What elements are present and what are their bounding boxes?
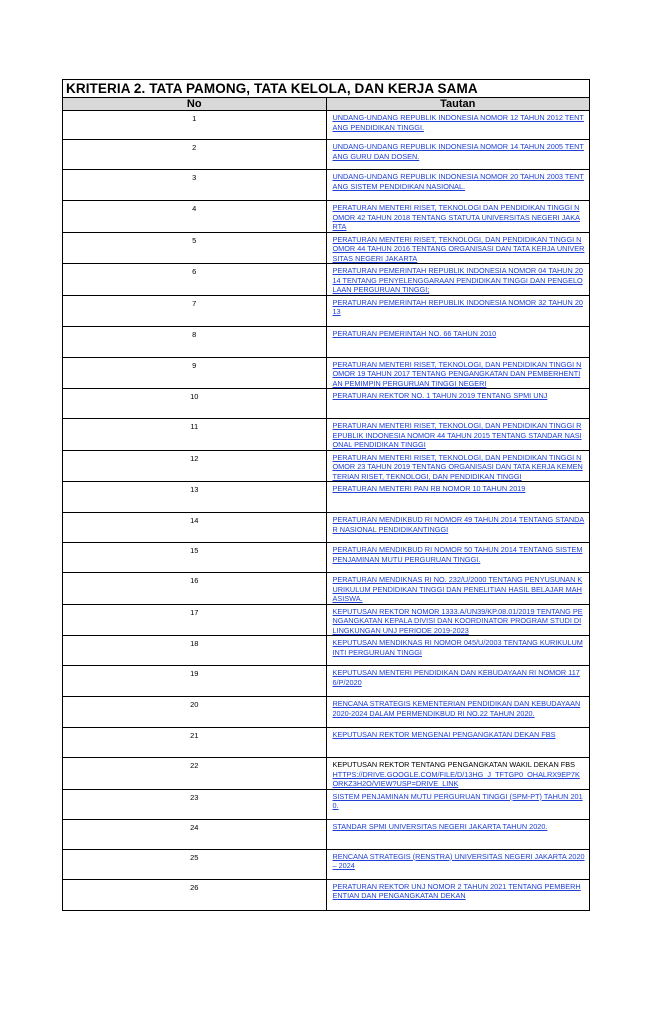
document-link[interactable]: KEPUTUSAN MENTERI PENDIDIKAN DAN KEBUDAYAAN RI NOMOR 1176/P/2020 [332,668,580,687]
link-cell [326,849,590,879]
row-number: 26 [63,879,327,910]
table-row [63,879,590,910]
row-number: 9 [63,357,327,389]
table-row [63,543,590,573]
row-number: 18 [63,636,327,666]
link-cell [326,140,590,170]
link-cell [326,666,590,697]
link-cell [326,232,590,264]
table-row [63,573,590,605]
table-row [63,482,590,513]
row-number: 12 [63,450,327,482]
link-cell [326,357,590,389]
row-number: 7 [63,295,327,326]
row-number: 10 [63,389,327,419]
row-number: 19 [63,666,327,697]
table-title: KRITERIA 2. TATA PAMONG, TATA KELOLA, DAN KERJA SAMA [63,80,590,98]
document-link[interactable]: KEPUTUSAN REKTOR MENGENAI PENGANGKATAN DEKAN FBS [332,730,556,739]
link-cell [326,604,590,636]
table-row [63,357,590,389]
document-link[interactable]: KEPUTUSAN REKTOR NOMOR 1333.A/UN39/KP.08.01/2019 TENTANG PENGANGKATAN KEPALA DIVISI DAN KOORDINATOR PROGRAM STUDI DI LINGKUNGAN UNJ PERIODE 2019-2023 [332,606,583,635]
link-cell [326,636,590,666]
table-row [63,140,590,170]
document-link[interactable]: UNDANG-UNDANG REPUBLIK INDONESIA NOMOR 14 TAHUN 2005 TENTANG GURU DAN DOSEN. [332,142,584,161]
table-row [63,636,590,666]
link-cell [326,819,590,849]
table-row [63,789,590,819]
link-cell [326,482,590,513]
row-number: 5 [63,232,327,264]
table-row [63,849,590,879]
link-cell [326,543,590,573]
table-row [63,201,590,233]
row-number: 3 [63,170,327,201]
link-cell [326,419,590,451]
table-row [63,111,590,140]
row-number: 24 [63,819,327,849]
row-number: 25 [63,849,327,879]
table-row [63,295,590,326]
document-link[interactable]: PERATURAN REKTOR NO. 1 TAHUN 2019 TENTANG SPMI UNJ [332,391,548,400]
document-link[interactable]: RENCANA STRATEGIS KEMENTERIAN PENDIDIKAN DAN KEBUDAYAAN 2020-2024 DALAM PERMENDIKBUD RI NO.22 TAHUN 2020. [332,699,581,718]
row-number: 14 [63,513,327,543]
table-row [63,450,590,482]
document-link[interactable]: PERATURAN REKTOR UNJ NOMOR 2 TAHUN 2021 TENTANG PEMBERHENTIAN DAN PENGANGKATAN DEKAN [332,881,581,900]
document-link[interactable]: STANDAR SPMI UNIVERSITAS NEGERI JAKARTA TAHUN 2020. [332,821,548,831]
row-number: 13 [63,482,327,513]
document-link[interactable]: PERATURAN MENTERI RISET, TEKNOLOGI, DAN PENDIDIKAN TINGGI NOMOR 19 TAHUN 2017 TENTANG PENGANGKATAN DAN PEMBERHENTIAN PEMIMPIN PERGURUAN TINGGI NEGERI [332,359,582,388]
document-link[interactable]: PERATURAN MENTERI RISET, TEKNOLOGI, DAN PENDIDIKAN TINGGI REPUBLIK INDONESIA NOMOR 44 TAHUN 2015 TENTANG STANDAR NASIONAL PENDIDIKAN TINGGI [332,421,582,449]
link-cell [326,450,590,482]
document-link[interactable]: RENCANA STRATEGIS (RENSTRA) UNIVERSITAS NEGERI JAKARTA 2020 – 2024 [332,851,585,870]
table-row [63,232,590,264]
row-number: 17 [63,604,327,636]
column-header-no: No [63,98,327,111]
row-number: 20 [63,697,327,728]
link-cell [326,573,590,605]
table-header-row [63,98,590,111]
document-link[interactable]: PERATURAN MENDIKBUD RI NOMOR 49 TAHUN 2014 TENTANG STANDAR NASIONAL PENDIDIKANTINGGI [332,515,585,534]
table-row [63,419,590,451]
document-link[interactable]: UNDANG-UNDANG REPUBLIK INDONESIA NOMOR 12 TAHUN 2012 TENTANG PENDIDIKAN TINGGI. [332,113,584,132]
link-cell [326,201,590,233]
link-cell [326,170,590,201]
table-row [63,604,590,636]
row-number: 1 [63,111,327,140]
document-link[interactable]: PERATURAN PEMERINTAH REPUBLIK INDONESIA NOMOR 32 TAHUN 2013 [332,297,583,316]
link-cell [326,295,590,326]
link-cell [326,111,590,140]
table-row [63,513,590,543]
table-row [63,819,590,849]
row-number: 6 [63,264,327,296]
table-row [63,728,590,758]
row-number: 22 [63,758,327,790]
document-link[interactable]: PERATURAN MENTERI PAN RB NOMOR 10 TAHUN 2019 [332,484,526,493]
document-link[interactable]: PERATURAN MENTERI RISET, TEKNOLOGI, DAN PENDIDIKAN TINGGI NOMOR 44 TAHUN 2016 TENTANG ORGANISASI DAN TATA KERJA UNIVERSITAS NEGERI JAKARTA [332,234,585,263]
table-row [63,758,590,790]
row-number: 21 [63,728,327,758]
row-number: 4 [63,201,327,233]
table-row [63,264,590,296]
link-cell [326,789,590,819]
document-link[interactable]: SISTEM PENJAMINAN MUTU PERGURUAN TINGGI (SPM-PT) TAHUN 2010. [332,791,583,810]
link-cell [326,697,590,728]
link-cell [326,264,590,296]
link-cell [326,758,590,790]
link-cell [326,326,590,357]
link-cell [326,728,590,758]
document-link[interactable]: PERATURAN PEMERINTAH REPUBLIK INDONESIA NOMOR 04 TAHUN 2014 TENTANG PENYELENGGARAAN PENDIDIKAN TINGGI DAN PENGELOLAAN PERGURUAN TINGGI; [332,266,583,294]
table-row [63,666,590,697]
table-row [63,326,590,357]
link-cell [326,879,590,910]
row-number: 2 [63,140,327,170]
row-number: 15 [63,543,327,573]
document-label: KEPUTUSAN REKTOR TENTANG PENGANGKATAN WAKIL DEKAN FBS [332,760,575,769]
row-number: 11 [63,419,327,451]
drive-link[interactable]: HTTPS://DRIVE.GOOGLE.COM/FILE/D/13HG_J_TFTGP0_OHALRX9EP7KORKZ3H2O/VIEW?USP=DRIVE_LINK [332,769,580,788]
link-cell [326,513,590,543]
table-row [63,389,590,419]
row-number: 8 [63,326,327,357]
table-row [63,697,590,728]
document-link[interactable]: UNDANG-UNDANG REPUBLIK INDONESIA NOMOR 20 TAHUN 2003 TENTANG SISTEM PENDIDIKAN NASIONAL. [332,172,584,191]
link-cell [326,389,590,419]
row-number: 16 [63,573,327,605]
document-page [62,79,590,911]
document-link[interactable]: KEPUTUSAN MENDIKNAS RI NOMOR 045/U/2003 TENTANG KURIKULUM INTI PERGURUAN TINGGI [332,638,583,657]
table-row [63,170,590,201]
document-link[interactable]: PERATURAN MENDIKBUD RI NOMOR 50 TAHUN 2014 TENTANG SISTEM PENJAMINAN MUTU PERGURUAN TINGGI. [332,545,583,564]
document-link[interactable]: PERATURAN MENTERI RISET, TEKNOLOGI, DAN PENDIDIKAN TINGGI NOMOR 23 TAHUN 2019 TENTANG ORGANISASI DAN TATA KERJA KEMENTERIAN RISET, TEKNOLOGI, DAN PENDIDIKAN TINGGI [332,452,583,481]
row-number: 23 [63,789,327,819]
document-link[interactable]: PERATURAN MENDIKNAS RI NO. 232/U/2000 TENTANG PENYUSUNAN KURIKULUM PENDIDIKAN TINGGI DAN PENELITIAN HASIL BELAJAR MAHASISWA. [332,575,583,603]
links-table [62,79,590,911]
column-header-link: Tautan [326,98,590,111]
document-link[interactable]: PERATURAN PEMERINTAH NO. 66 TAHUN 2010 [332,328,497,338]
document-link[interactable]: PERATURAN MENTERI RISET, TEKNOLOGI DAN PENDIDIKAN TINGGI NOMOR 42 TAHUN 2018 TENTANG STATUTA UNIVERSITAS NEGERI JAKARTA [332,203,580,231]
